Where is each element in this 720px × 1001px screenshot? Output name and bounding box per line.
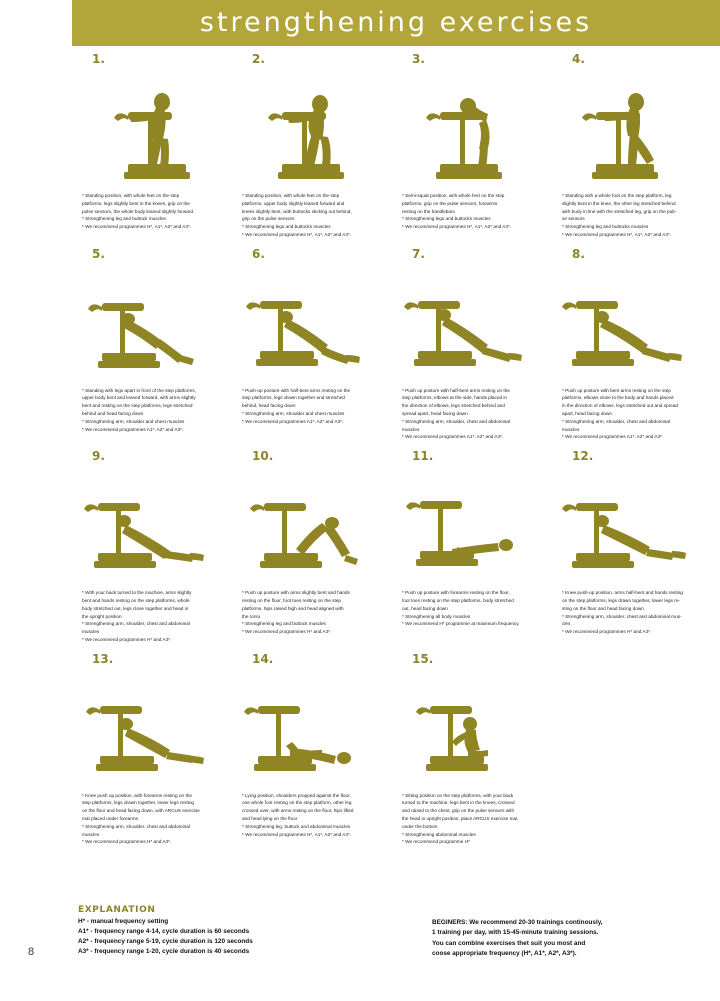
exercise-cell-6 — [232, 247, 392, 441]
exercise-cell-3 — [392, 52, 552, 239]
exercise-cell-10 — [232, 449, 392, 643]
exercise-illustration-14 — [236, 668, 388, 788]
exercise-number: 6. — [252, 246, 265, 261]
exercise-cell-15 — [392, 652, 552, 846]
exercise-cell-9 — [72, 449, 232, 643]
exercise-number: 11. — [412, 449, 434, 464]
page-number: 8 — [28, 946, 35, 958]
exercise-description: * Knee push-up position, arms half-bent and hands resting on the step platforms, legs drawn together, lower legs re- sting on the floor and head facing down * Strengthening arm, shoulder, chest and abdominal mus- cles * We recommend programmes H* and A3*. — [562, 590, 683, 635]
exercise-number: 10. — [252, 449, 274, 464]
exercise-cell-11 — [392, 449, 552, 643]
exercise-illustration-15 — [396, 668, 548, 788]
explanation-line: H* - manual frequency setting — [78, 918, 169, 925]
beginners-line: coose appropriate frequency (H*, A1*, A2*, A3*). — [432, 949, 577, 957]
exercise-description: * Push up posture with arms slightly bent and hands resting on the floor, foot toes resting on the step platforms, hips raised high and head aligned with the torso * Strengthening leg and buttock muscles * We recommend programmes H* and A3*. — [242, 590, 350, 635]
exercise-number: 14. — [252, 651, 274, 666]
exercise-cell-4 — [552, 52, 712, 239]
exercise-number: 4. — [572, 52, 585, 66]
beginners-note — [432, 918, 692, 959]
exercise-number: 1. — [92, 52, 105, 66]
exercise-illustration-1 — [76, 68, 228, 188]
exercise-illustration-13 — [76, 668, 228, 788]
exercise-cell-14 — [232, 652, 392, 846]
exercise-cell-5 — [72, 247, 232, 441]
exercise-cell-empty — [552, 652, 712, 846]
exercise-cell-12 — [552, 449, 712, 643]
exercise-description: * Standing position, with whole feet on the step platforms, legs slightly bent in the knees, grip on the pulse sensors, the whole body leaned slightly forward. * Strengthening leg and buttock muscles * We recommend programmes H*, A1*, A2* and A3*. — [82, 193, 195, 230]
header-band — [72, 0, 720, 46]
exercise-number: 3. — [412, 52, 425, 66]
exercise-description: * Push up posture with bent arms resting on the step platforms, elbows close to the body and hands placed in the direction of elbows, legs stretched out and spread apart, head facing down * Strengthening arm, shoulder, chest and abdominal muscles * We recommend programmes A1*, A2* and A3* — [562, 387, 678, 440]
exercise-cell-7 — [392, 247, 552, 441]
exercise-illustration-2 — [236, 68, 388, 188]
exercise-illustration-8 — [556, 263, 708, 383]
exercise-illustration-9 — [76, 465, 228, 585]
exercise-description: * Standing position, with whole feet on the step platforms, upper body slightly leaned forward and knees slightly bent, with buttocks sticking out behind, grip on the pulse sensors * Strengthening legs and buttocks muscles * We recommend programmes H*, A1*, A2* and A3*. — [242, 193, 352, 237]
exercise-description: * Push up posture with half-bent arms resting on the step platforms, elbows at the side, hands placed in the direction of elbows, legs stretched behind and spread apart, head facing down * Strengthening arm, shoulder, chest and abdominal muscles * We recommend programmes A1*, A2* and A3*. — [402, 387, 510, 440]
left-margin-band — [0, 0, 72, 1001]
exercise-number: 8. — [572, 246, 585, 261]
exercise-number: 13. — [92, 651, 114, 666]
exercise-illustration-7 — [396, 263, 548, 383]
explanation-title: EXPLANATION — [78, 905, 156, 915]
exercise-description: * Push up posture with forearms resting on the floor, foot toes resting on the step platforms, body stretched out, head facing down * Strengthening all body muscles * We recommend H* programme at maximum frequency. — [402, 590, 520, 627]
explanation-line: A1* - frequency range 4-14, cycle duration is 60 seconds — [78, 927, 250, 935]
exercise-illustration-12 — [556, 465, 708, 585]
exercise-row — [72, 652, 712, 846]
exercise-row — [72, 247, 712, 441]
exercise-number: 9. — [92, 449, 105, 464]
exercise-description: * With your back turned to the machine, arms slightly bent and hands resting on the step platforms, whole body stretched out, legs close together and head in the upright position * Strengthening arm, shoulder, chest and abdominal muscles * We recommend programmes H* and A3*. — [82, 590, 192, 642]
exercise-number: 15. — [412, 651, 434, 666]
exercise-description: * Sitting position on the step platforms, with your back turned to the machine, legs bent in the knees, crossed and raised to the chest, grip on the pulse sensors with the head in upright position; place ARCUS exercise mat under the bottom * Strengthening abdominal muscles * We recommend programme H* — [402, 792, 518, 845]
exercise-illustration-5 — [76, 263, 228, 383]
exercise-illustration-4 — [556, 68, 708, 188]
exercise-cell-8 — [552, 247, 712, 441]
exercise-cell-13 — [72, 652, 232, 846]
exercise-number: 12. — [572, 449, 594, 464]
page-title: strengthening exercises — [199, 7, 593, 38]
exercise-row — [72, 449, 712, 643]
exercise-description: * Lying position, shoulders propped against the floor, one whole foot resting on the step platform, other leg crossed over, with arms resting on the floor, hips lifted and head lying on the floor * Strengthening leg, buttock and abdominal muscles * We recommend programmes H*, A1*, A2* and A3*. — [242, 792, 354, 837]
exercise-description: * Standing with a whole foot on the step platform, leg slightly bent in the knee, the other leg stretched behind with body in line with the stretched leg, grip on the pub- se sensors * Strengthening leg and buttocks muscles * We recommend programmes H*, A1*, A2* and A3*. — [562, 193, 677, 237]
exercise-number: 5. — [92, 246, 105, 261]
exercise-illustration-11 — [396, 465, 548, 585]
explanation-block — [78, 905, 408, 957]
explanation-line: A3* - frequency range 1-20, cycle duration is 40 seconds — [78, 947, 250, 955]
exercise-cell-2 — [232, 52, 392, 239]
exercise-number: 7. — [412, 246, 425, 261]
exercise-illustration-3 — [396, 68, 548, 188]
exercise-description: * Standing with legs apart in front of the step platforms, upper body bent and leaned forward, with arms slightly bent and resting on the step platforms, legs stretched behind and head facing down * Strengthening arm, shoulder and chest muscles * We recommend programmes A1*, A2* and A3*. — [82, 387, 196, 432]
exercise-row — [72, 52, 712, 239]
exercise-cell-1 — [72, 52, 232, 239]
beginners-line: 1 training per day, with 15-45-minute training sessions. — [432, 929, 599, 937]
exercise-description: * Push-up posture with half-bent arms resting on the step platforms, legs drawn together and stretched behind, head facing down * Strengthening arm, shoulder and chest muscles * We recommend programmes A1*, A2* and A3*. — [242, 387, 351, 424]
exercise-description: * Knee push up position, with forearms resting on the step platforms, legs drawn together, lower legs resting on the floor and head facing down, with ARCUS exercise mat placed under forearms * Strengthening arm, shoulder, chest and abdominal muscles * We recommend programmes H* and A3*. — [82, 792, 200, 845]
exercise-number: 2. — [252, 52, 265, 66]
exercise-description: * Semi-squat position, with whole feet on the step platforms, grip on the pulse sensors, forearms resting on the handlebars * Strengthening legs and buttocks muscles * We recommend programmes H*, A1*, A2* and A3*. — [402, 193, 512, 230]
beginners-line: BEGINERS: We recommend 20-30 trainings continously, — [432, 919, 603, 926]
exercise-illustration-10 — [236, 465, 388, 585]
exercise-grid — [72, 52, 712, 854]
beginners-line: You can combine exercises thet suit you most and — [432, 939, 586, 947]
explanation-line: A2* - frequency range 5-19, cycle duration is 120 seconds — [78, 937, 253, 945]
exercise-illustration-6 — [236, 263, 388, 383]
